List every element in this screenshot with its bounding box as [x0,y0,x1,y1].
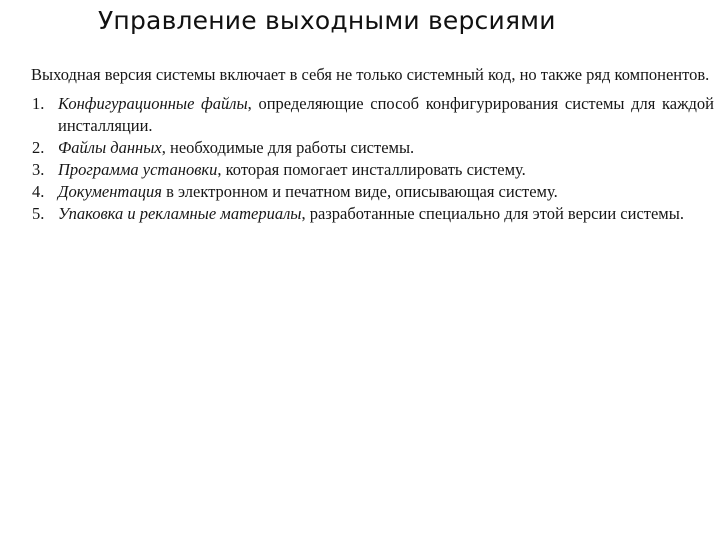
item-description: , определяющие способ конфигурирования системы для каждой инсталляции. [58,94,714,135]
list-item [6,159,714,181]
item-number: 3. [32,160,45,179]
components-list [6,93,714,225]
item-description: в электронном и печатном виде, описывающая систему. [161,182,558,201]
scanned-text-block [6,64,714,225]
item-term: Файлы данных [58,138,162,157]
list-item [6,203,714,225]
slide-title: Управление выходными версиями [98,6,556,35]
item-number: 5. [32,204,45,223]
item-description: , которая помогает инсталлировать систему. [217,160,526,179]
item-description: , необходимые для работы системы. [161,138,415,157]
item-number: 4. [32,182,45,201]
item-description: , разработанные специально для этой версии системы. [301,204,684,223]
list-item [6,93,714,137]
intro-paragraph: Выходная версия системы включает в себя не только системный код, но также ряд компонентов. [31,65,710,84]
item-number: 2. [32,138,45,157]
list-item [6,181,714,203]
list-item [6,137,714,159]
item-term: Конфигурационные файлы [58,94,248,113]
item-term: Документация [58,182,162,201]
item-number: 1. [32,94,45,113]
item-term: Программа установки [58,160,218,179]
item-term: Упаковка и рекламные материалы [58,204,302,223]
